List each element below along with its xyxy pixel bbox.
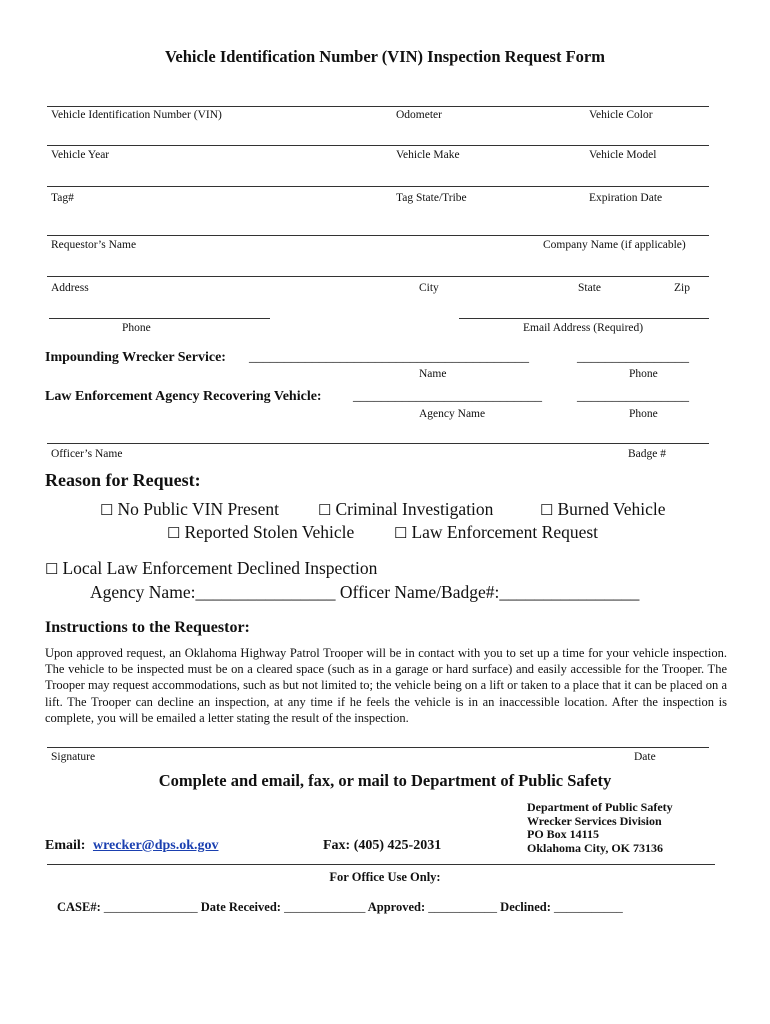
checkbox-icon[interactable]: ☐ — [540, 503, 554, 519]
wrecker-name-label: Name — [419, 368, 447, 380]
burned-vehicle-checkbox[interactable] — [540, 499, 666, 520]
mailing-address — [527, 801, 673, 855]
date-received-line[interactable]: _____________ — [284, 900, 366, 914]
address-line: PO Box 14115 — [527, 827, 600, 841]
law-enforcement-request-checkbox[interactable] — [394, 522, 598, 543]
checkbox-icon[interactable]: ☐ — [100, 503, 114, 519]
vehicle-make-label: Vehicle Make — [396, 149, 460, 161]
local-declined-checkbox[interactable] — [45, 558, 377, 579]
email-line-group — [45, 838, 219, 854]
state-label: State — [578, 282, 601, 294]
law-enforcement-request-label: Law Enforcement Request — [411, 522, 599, 542]
email-line[interactable] — [459, 318, 709, 319]
office-use-heading: For Office Use Only: — [329, 870, 441, 884]
fax-number: Fax: (405) 425-2031 — [323, 838, 442, 853]
email-label-text: Email: — [45, 838, 86, 853]
no-public-vin-label: No Public VIN Present — [117, 499, 279, 519]
tag-state-label: Tag State/Tribe — [396, 192, 467, 204]
approved-line[interactable]: ___________ — [428, 900, 498, 914]
agency-name-line[interactable]: ___________________________ — [353, 389, 542, 404]
address-line: Oklahoma City, OK 73136 — [527, 840, 664, 855]
tag-label: Tag# — [51, 192, 74, 204]
checkbox-icon[interactable]: ☐ — [167, 526, 181, 542]
reason-heading: Reason for Request: — [45, 470, 201, 490]
submit-heading: Complete and email, fax, or mail to Department of Public Safety — [158, 771, 612, 790]
approved-label: Approved: — [367, 900, 426, 914]
checkbox-icon[interactable]: ☐ — [394, 526, 408, 542]
agency-phone-label: Phone — [629, 408, 658, 420]
declined-label: Declined: — [500, 900, 551, 914]
burned-vehicle-label: Burned Vehicle — [557, 499, 666, 519]
odometer-label: Odometer — [396, 109, 442, 121]
email-label: Email Address (Required) — [523, 322, 644, 334]
case-label: CASE#: — [57, 900, 101, 914]
badge-label: Badge # — [628, 448, 667, 460]
wrecker-name-line[interactable]: ________________________________________ — [249, 350, 529, 365]
criminal-investigation-checkbox[interactable] — [318, 499, 493, 520]
vehicle-year-label: Vehicle Year — [51, 149, 110, 161]
instructions-text: Upon approved request, an Oklahoma Highway Patrol Trooper will be in contact with you to set up a time for your vehicle inspection. The vehicle to be inspected must be on a cleared space (such as in a garage or hard surface) and easily accessible for the Trooper. The Trooper may request accommodations, such as but not limited to; the vehicle being on a lift or taken to a place that it can be placed on a lift. The Trooper can decline an inspection, at any time if he feels the vehicle is in an inaccessible location. After the inspection is complete, you will be emailed a letter stating the result of the inspection. — [45, 646, 727, 725]
vin-label: Vehicle Identification Number (VIN) — [51, 109, 222, 121]
company-name-label: Company Name (if applicable) — [543, 239, 686, 251]
reported-stolen-label: Reported Stolen Vehicle — [184, 522, 355, 542]
wrecker-phone-label: Phone — [629, 368, 658, 380]
wrecker-phone-line[interactable]: ________________ — [577, 350, 689, 365]
address-line: Department of Public Safety — [527, 800, 673, 814]
signature-label: Signature — [51, 751, 96, 763]
date-received-label: Date Received: — [200, 900, 281, 914]
date-label: Date — [634, 751, 656, 763]
office-fields — [57, 900, 623, 915]
address-row-line[interactable] — [47, 276, 709, 277]
wrecker-service-label: Impounding Wrecker Service: — [45, 350, 226, 365]
declined-line[interactable]: ___________ — [553, 900, 623, 914]
address-line: Wrecker Services Division — [527, 813, 662, 828]
local-declined-label: Local Law Enforcement Declined Inspection — [62, 558, 378, 578]
agency-officer-line[interactable]: Agency Name:________________ Officer Name/Badge#:________________ — [90, 582, 640, 602]
officer-name-label: Officer’s Name — [51, 448, 123, 460]
case-line[interactable]: _______________ — [103, 900, 198, 914]
signature-line[interactable] — [47, 747, 709, 748]
email-link[interactable]: wrecker@dps.ok.gov — [92, 838, 219, 853]
vehicle-color-label: Vehicle Color — [589, 109, 653, 121]
checkbox-icon[interactable]: ☐ — [318, 503, 332, 519]
zip-label: Zip — [674, 282, 690, 294]
no-public-vin-checkbox[interactable] — [100, 499, 279, 520]
agency-phone-line[interactable]: ________________ — [577, 389, 689, 404]
form-title: Vehicle Identification Number (VIN) Inspection Request Form — [165, 47, 605, 66]
expiration-date-label: Expiration Date — [589, 192, 663, 204]
agency-name-label: Agency Name — [419, 408, 486, 420]
phone-line[interactable] — [49, 318, 270, 319]
vin-row-line[interactable] — [47, 106, 709, 107]
vehicle-model-label: Vehicle Model — [589, 149, 657, 161]
checkbox-icon[interactable]: ☐ — [45, 562, 59, 578]
year-row-line[interactable] — [47, 145, 709, 146]
city-label: City — [419, 282, 439, 294]
reported-stolen-checkbox[interactable] — [167, 522, 354, 543]
address-label: Address — [51, 282, 89, 294]
agency-label: Law Enforcement Agency Recovering Vehicle: — [45, 389, 322, 404]
requestor-row-line[interactable] — [47, 235, 709, 236]
requestor-name-label: Requestor’s Name — [51, 239, 137, 251]
criminal-investigation-label: Criminal Investigation — [335, 499, 494, 519]
phone-label: Phone — [122, 322, 151, 334]
tag-row-line[interactable] — [47, 186, 709, 187]
office-divider — [47, 864, 715, 865]
officer-row-line[interactable] — [47, 443, 709, 444]
instructions-heading: Instructions to the Requestor: — [45, 619, 250, 636]
